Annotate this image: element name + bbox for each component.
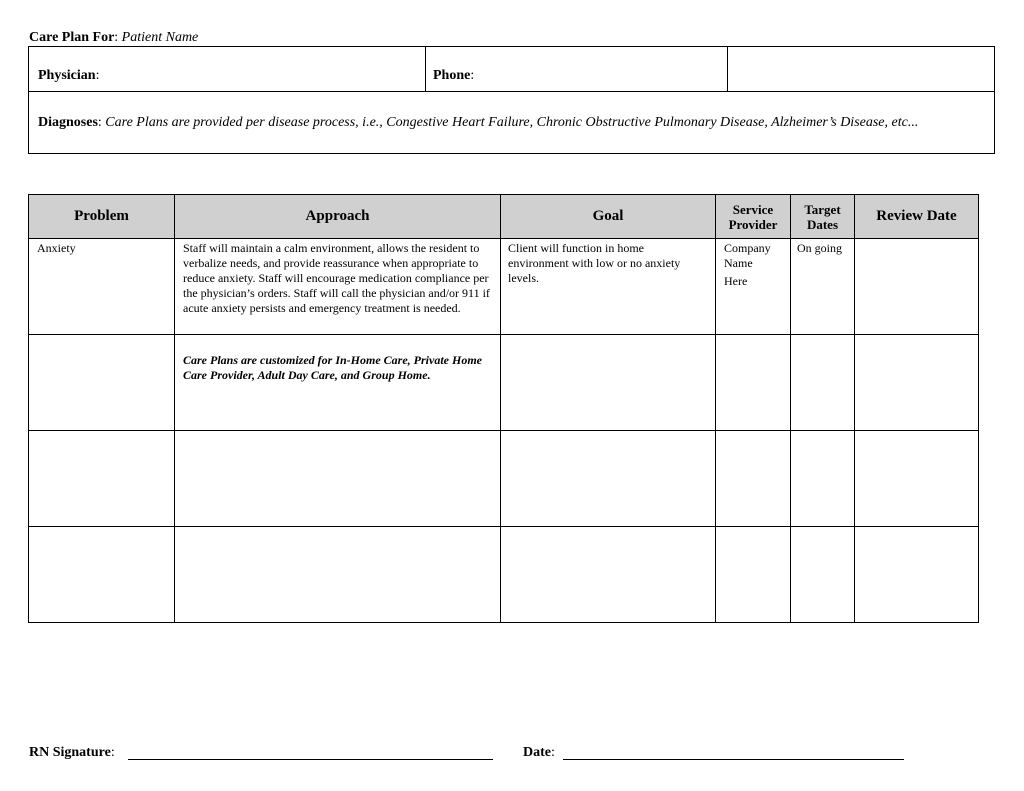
cell-approach[interactable] <box>175 431 501 527</box>
date-label: Date: <box>523 745 555 760</box>
header-target-dates: Target Dates <box>791 195 855 239</box>
cell-review-date[interactable] <box>855 239 979 335</box>
phone-field[interactable]: Phone: <box>433 68 475 83</box>
divider <box>29 91 994 92</box>
care-plan-title: Care Plan For: Patient Name <box>29 30 199 45</box>
cell-goal[interactable] <box>501 335 716 431</box>
header-review-date: Review Date <box>855 195 979 239</box>
table-header-row <box>29 195 979 239</box>
patient-info-box <box>28 46 995 154</box>
diagnoses-field[interactable]: Diagnoses: Care Plans are provided per disease process, i.e., Congestive Heart Failure, Chronic Obstructive Pulmonary Disease, Alzheimer’s Disease, etc... <box>38 115 919 130</box>
patient-name[interactable]: Patient Name <box>121 30 199 45</box>
cell-problem[interactable] <box>29 335 175 431</box>
cell-target-dates[interactable] <box>791 335 855 431</box>
cell-review-date[interactable] <box>855 431 979 527</box>
cell-service-provider[interactable] <box>716 431 791 527</box>
cell-review-date[interactable] <box>855 335 979 431</box>
rn-signature-line[interactable] <box>128 759 493 760</box>
divider <box>425 47 426 91</box>
cell-review-date[interactable] <box>855 527 979 623</box>
rn-signature-label: RN Signature: <box>29 745 115 760</box>
cell-goal[interactable] <box>501 527 716 623</box>
table-row <box>29 335 979 431</box>
cell-service-provider[interactable] <box>716 335 791 431</box>
cell-target-dates[interactable] <box>791 431 855 527</box>
cell-target-dates[interactable] <box>791 527 855 623</box>
divider <box>727 47 728 91</box>
cell-service-provider[interactable] <box>716 527 791 623</box>
cell-service-provider[interactable]: Company Name Here <box>716 239 791 335</box>
table-row <box>29 527 979 623</box>
table-row <box>29 431 979 527</box>
physician-field[interactable]: Physician: <box>38 68 100 83</box>
header-service-provider: Service Provider <box>716 195 791 239</box>
date-line[interactable] <box>563 759 904 760</box>
cell-approach[interactable]: Care Plans are customized for In-Home Care, Private Home Care Provider, Adult Day Care, and Group Home. <box>175 335 501 431</box>
cell-approach[interactable] <box>175 527 501 623</box>
cell-goal[interactable] <box>501 431 716 527</box>
cell-problem[interactable] <box>29 527 175 623</box>
cell-problem[interactable] <box>29 431 175 527</box>
header-goal: Goal <box>501 195 716 239</box>
care-plan-table <box>28 194 979 623</box>
cell-target-dates[interactable]: On going <box>791 239 855 335</box>
cell-problem[interactable]: Anxiety <box>29 239 175 335</box>
table-row <box>29 239 979 335</box>
header-approach: Approach <box>175 195 501 239</box>
cell-goal[interactable]: Client will function in home environment with low or no anxiety levels. <box>501 239 716 335</box>
header-problem: Problem <box>29 195 175 239</box>
cell-approach[interactable]: Staff will maintain a calm environment, allows the resident to verbalize needs, and provide reassurance when appropriate to reduce anxiety. Staff will encourage medication compliance per the physician’s orders. Staff will call the physician and/or 911 if acute anxiety persists and emergency treatment is needed. <box>175 239 501 335</box>
